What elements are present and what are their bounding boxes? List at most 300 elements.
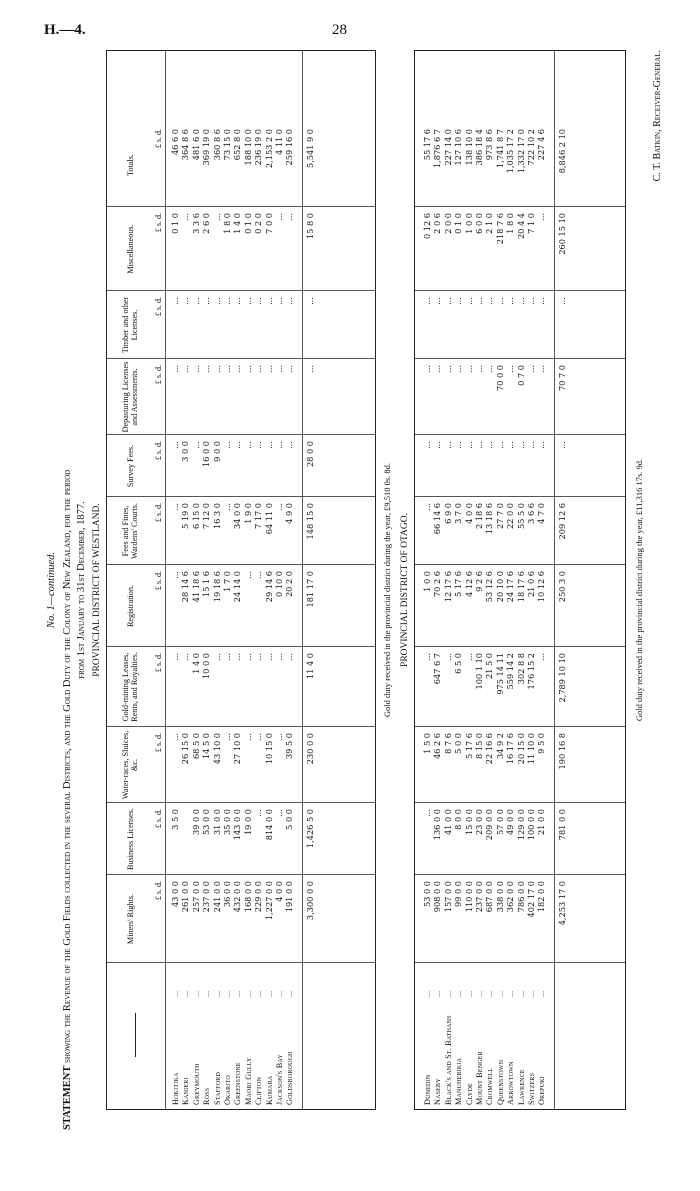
total-cell: 230 0 0 (304, 733, 315, 765)
leader-dots: ... (464, 990, 474, 997)
table-row (527, 49, 537, 1109)
table-cell: ... (484, 297, 495, 305)
table-cell: 34 9 2 (494, 733, 505, 760)
table-row (465, 49, 475, 1109)
table-cell: ... (536, 213, 547, 221)
column-header: Depasturing Licenses and Assessments. (121, 361, 139, 433)
table-cell: 129 0 0 (515, 809, 526, 841)
table-cell: 1 9 0 (242, 503, 253, 524)
column-header: Water-races, Sluices, &c. (121, 730, 139, 800)
table-row (265, 49, 275, 1109)
table-cell: 338 0 0 (494, 881, 505, 913)
table-cell: 0 1 0 (242, 213, 253, 234)
leader-dots: ... (527, 990, 536, 997)
table-cell: 0 1 0 (453, 213, 464, 234)
table-cell: ... (284, 365, 295, 373)
row-label: Naseby (433, 1078, 443, 1105)
table-cell: 23 0 0 (474, 809, 484, 836)
table-cell: 3 3 6 (190, 213, 201, 234)
table-cell: 7 17 0 (253, 503, 264, 530)
leader-dots: ... (181, 990, 191, 997)
leader-dots: ... (454, 990, 464, 997)
table-cell: ... (211, 213, 222, 221)
table-cell: ... (422, 653, 432, 661)
table-cell: 31 0 0 (211, 809, 222, 836)
table-cell: ... (253, 653, 264, 661)
table-cell: 1 8 0 (222, 213, 232, 234)
table-cell: ... (263, 653, 274, 661)
table-cell: 68 5 0 (190, 733, 201, 760)
table-row (244, 49, 254, 1109)
table-cell: 2 1 0 (484, 213, 495, 234)
table-cell: 1 5 0 (422, 733, 432, 754)
row-label: Hokitika (171, 1072, 180, 1105)
table-cell: ... (263, 365, 274, 373)
table-cell: 16 0 0 (201, 441, 212, 468)
table-cell: ... (253, 809, 264, 817)
table-cell: 36 0 0 (222, 881, 232, 908)
leader-dots: ... (516, 990, 526, 997)
table-cell: ... (242, 653, 253, 661)
unit-header: £ s. d. (154, 365, 163, 385)
row-label: Cromwell (485, 1067, 495, 1105)
table-cell: ... (474, 365, 484, 373)
table-cell: ... (536, 653, 547, 661)
table-cell: 10 0 0 (201, 653, 212, 680)
table-row (223, 49, 233, 1109)
statement-lead: STATEMENT (62, 1065, 73, 1130)
table-cell: 191 0 0 (284, 881, 295, 913)
table-cell: 2 18 6 (474, 503, 484, 530)
table-cell: ... (463, 297, 474, 305)
unit-header: £ s. d. (154, 297, 163, 317)
row-label: Stafford (212, 1071, 222, 1105)
column-header: Survey Fees. (125, 444, 135, 488)
table-cell: ... (211, 653, 222, 661)
table-cell: ... (422, 503, 432, 511)
row-label: Jackson's Bay (275, 1054, 284, 1105)
table-cell: ... (536, 441, 547, 449)
table-cell: 6 5 0 (453, 653, 464, 674)
table-cell: ... (515, 441, 526, 449)
table-cell: 39 5 0 (284, 733, 295, 760)
table-cell: 2 6 0 (201, 213, 212, 234)
table-cell: 22 0 0 (505, 503, 516, 530)
table-row (254, 49, 264, 1109)
table-cell: 237 0 0 (474, 881, 484, 913)
report-code: H.—4. (44, 22, 86, 38)
table-cell: 39 0 0 (190, 809, 201, 836)
table-cell: 19 18 6 (211, 571, 222, 603)
table-cell: ... (526, 297, 536, 305)
table-cell: 21 0 6 (526, 571, 536, 598)
table-cell: 19 0 0 (242, 809, 253, 836)
leader-dots: ... (212, 990, 222, 997)
table-row (433, 49, 443, 1109)
table-cell: 369 19 0 (201, 129, 212, 166)
table-cell: ... (232, 653, 243, 661)
table-cell: 10 15 0 (263, 733, 274, 765)
table-cell: ... (432, 365, 443, 373)
table-cell: 4 11 0 (274, 129, 284, 156)
table-cell: ... (263, 297, 274, 305)
page-number: 28 (332, 22, 347, 38)
total-cell: 209 12 6 (556, 503, 567, 540)
otago-table (414, 50, 626, 1110)
table-cell: ... (190, 297, 201, 305)
total-cell: 8,846 2 10 (556, 129, 567, 174)
table-cell: 652 8 0 (232, 129, 243, 161)
leader-dots: ... (191, 990, 201, 997)
table-cell: 4 12 6 (463, 571, 474, 598)
leader-dots: ... (171, 990, 180, 997)
westland-table (106, 50, 376, 1110)
table-cell: 55 17 6 (422, 129, 432, 161)
table-cell: 5 17 6 (463, 733, 474, 760)
table-cell: 9 2 6 (474, 571, 484, 592)
table-cell: 241 0 0 (211, 881, 222, 913)
table-cell: 0 1 0 (170, 213, 180, 234)
table-cell: ... (253, 441, 264, 449)
total-cell: 1,426 5 0 (304, 809, 315, 849)
table-cell: ... (180, 365, 191, 373)
table-cell: 73 15 0 (222, 129, 232, 161)
leader-dots: ... (275, 990, 284, 997)
table-cell: 237 0 0 (201, 881, 212, 913)
row-label: Clyde (464, 1083, 474, 1105)
table-cell: ... (170, 571, 180, 579)
header-rule (165, 51, 166, 1109)
table-cell: 360 8 6 (211, 129, 222, 161)
table-cell: 1 8 0 (505, 213, 516, 234)
table-cell: 136 0 0 (432, 809, 443, 841)
table-cell: 402 17 0 (526, 881, 536, 918)
table-cell: 110 0 0 (463, 881, 474, 913)
table-cell: ... (180, 213, 191, 221)
table-cell: ... (422, 809, 432, 817)
table-cell: 7 0 0 (263, 213, 274, 234)
table-cell: 16 3 0 (211, 503, 222, 530)
total-cell: ... (556, 297, 567, 305)
table-cell: 0 2 0 (253, 213, 264, 234)
table-cell: 64 11 0 (263, 503, 274, 535)
table-row (275, 49, 285, 1109)
statement-text: showing the Revenue of the Gold Fields collected in the several Districts, and the Gold Duty of the Colony of New Zealand, for the period (62, 469, 73, 1063)
table-cell: ... (505, 441, 516, 449)
leader-dots: ... (264, 990, 274, 997)
table-cell: ... (422, 441, 432, 449)
table-cell: 46 6 0 (170, 129, 180, 156)
total-cell: ... (304, 365, 315, 373)
table-cell: ... (474, 441, 484, 449)
leader-dots: ... (254, 990, 264, 997)
table-cell: 481 6 0 (190, 129, 201, 161)
table-cell: ... (170, 441, 180, 449)
table-cell: ... (180, 653, 191, 661)
table-cell: 227 4 6 (536, 129, 547, 161)
table-cell: 27 7 0 (494, 503, 505, 530)
leader-dots: ... (537, 990, 547, 997)
table-cell: ... (222, 365, 232, 373)
table-row (423, 49, 433, 1109)
table-cell: ... (515, 297, 526, 305)
row-label: Black's and St. Bathans (443, 1015, 453, 1105)
table-cell: 5 0 0 (453, 733, 464, 754)
unit-header: £ s. d. (154, 503, 163, 523)
table-cell: ... (505, 297, 516, 305)
table-cell: 1 4 0 (232, 213, 243, 234)
table-cell: 1,227 0 0 (263, 881, 274, 921)
row-label: Greymouth (191, 1063, 201, 1105)
table-cell: 15 0 0 (463, 809, 474, 836)
table-cell: ... (442, 297, 453, 305)
table-number: No. 1—continued. (46, 551, 57, 629)
column-header: Gold-mining Leases, Rents, and Royalties. (121, 652, 139, 722)
table-cell: 41 18 6 (190, 571, 201, 603)
table-cell: ... (474, 297, 484, 305)
table-cell: 99 0 0 (453, 881, 464, 908)
column-header: Timber and other Licenses. (121, 296, 139, 354)
table-cell: 168 0 0 (242, 881, 253, 913)
table-cell: ... (284, 213, 295, 221)
leader-dots: ... (485, 990, 495, 997)
row-label: Okarito (223, 1075, 232, 1105)
table-cell: 21 0 0 (536, 809, 547, 836)
row-label: Ross (202, 1087, 212, 1105)
rotated-table-sheet (40, 30, 680, 1150)
total-cell: 11 4 0 (304, 653, 315, 680)
table-row (202, 49, 212, 1109)
table-cell: 218 7 6 (494, 213, 505, 245)
table-cell: 236 19 0 (253, 129, 264, 166)
table-cell: ... (274, 733, 284, 741)
total-cell: 70 7 0 (556, 365, 567, 392)
table-cell: 24 14 0 (232, 571, 243, 603)
table-cell: ... (211, 365, 222, 373)
total-cell: 148 15 0 (304, 503, 315, 540)
table-cell: 53 0 0 (201, 809, 212, 836)
table-cell: 143 0 0 (232, 809, 243, 841)
table-cell: 127 10 6 (453, 129, 464, 166)
table-cell: 53 0 0 (422, 881, 432, 908)
table-cell: ... (274, 365, 284, 373)
table-cell: ... (453, 365, 464, 373)
table-cell: ... (232, 365, 243, 373)
table-cell: 647 6 7 (432, 653, 443, 685)
column-header: Miscellaneous. (125, 224, 135, 274)
table-cell: ... (274, 653, 284, 661)
table-cell: 138 10 0 (463, 129, 474, 166)
table-cell: ... (494, 441, 505, 449)
table-cell: 6 9 0 (442, 503, 453, 524)
totals-rule (554, 51, 555, 1109)
table-cell: 3 7 0 (453, 503, 464, 524)
table-cell: 1 0 0 (463, 213, 474, 234)
leader-dots: ... (506, 990, 516, 997)
table-cell: ... (442, 365, 453, 373)
table-cell: 12 17 6 (442, 571, 453, 603)
table-cell: ... (422, 297, 432, 305)
table-cell: 302 8 8 (515, 653, 526, 685)
table-cell: 908 0 0 (432, 881, 443, 913)
table-cell: ... (494, 297, 505, 305)
table-cell: 386 18 4 (474, 129, 484, 166)
table-cell: ... (453, 297, 464, 305)
table-cell: 7 1 0 (526, 213, 536, 234)
total-cell: 190 16 8 (556, 733, 567, 770)
table-cell: ... (180, 297, 191, 305)
table-cell: ... (442, 653, 453, 661)
table-cell: ... (526, 365, 536, 373)
unit-header: £ s. d. (154, 571, 163, 591)
table-cell: ... (253, 571, 264, 579)
table-cell: ... (453, 441, 464, 449)
table-cell: ... (536, 297, 547, 305)
otago-gold-duty-note: Gold duty received in the provincial district during the year, £11,316 17s. 9d. (634, 458, 644, 722)
table-cell: 182 0 0 (536, 881, 547, 913)
table-cell: ... (242, 297, 253, 305)
table-cell: ... (253, 365, 264, 373)
table-cell: ... (232, 441, 243, 449)
table-cell: 6 15 0 (190, 503, 201, 530)
unit-header: £ s. d. (154, 213, 163, 233)
table-cell: 176 15 2 (526, 653, 536, 690)
unit-header: £ s. d. (154, 441, 163, 461)
table-cell: 814 0 0 (263, 809, 274, 841)
table-cell: 973 8 6 (484, 129, 495, 161)
table-cell: 15 1 6 (201, 571, 212, 598)
unit-header: £ s. d. (154, 733, 163, 753)
table-cell: 6 0 0 (474, 213, 484, 234)
leader-dots: ... (495, 990, 505, 997)
table-cell: 35 0 0 (222, 809, 232, 836)
table-cell: 11 10 0 (526, 733, 536, 765)
table-cell: ... (274, 503, 284, 511)
unit-header: £ s. d. (154, 653, 163, 673)
total-cell: 781 0 0 (556, 809, 567, 841)
table-cell: 432 0 0 (232, 881, 243, 913)
table-row (213, 49, 223, 1109)
totals-rule (302, 51, 303, 1109)
total-cell: 250 3 0 (556, 571, 567, 603)
total-cell: 181 17 0 (304, 571, 315, 608)
table-cell: 722 10 2 (526, 129, 536, 166)
leader-dots: ... (223, 990, 232, 997)
column-header: Business Licenses. (125, 808, 135, 870)
table-cell: ... (222, 653, 232, 661)
totals-row (558, 49, 568, 1109)
row-label: Orepuki (537, 1076, 547, 1105)
heading-westland: PROVINCIAL DISTRICT OF WESTLAND. (92, 503, 102, 677)
table-cell: 227 14 0 (442, 129, 453, 166)
table-cell: 687 0 0 (484, 881, 495, 913)
table-cell: 18 17 6 (515, 571, 526, 603)
table-cell: ... (170, 297, 180, 305)
table-cell: ... (242, 571, 253, 579)
table-cell: 1 0 0 (422, 571, 432, 592)
table-cell: 0 7 0 (515, 365, 526, 386)
table-cell: 364 8 6 (180, 129, 191, 161)
table-cell: ... (484, 441, 495, 449)
table-cell: 188 10 0 (242, 129, 253, 166)
table-cell: 1,741 8 7 (494, 129, 505, 169)
total-cell: 15 8 0 (304, 213, 315, 240)
table-cell: ... (222, 733, 232, 741)
table-cell: 3 5 0 (170, 809, 180, 830)
table-cell: 100 1 10 (474, 653, 484, 690)
table-cell: 157 0 0 (442, 881, 453, 913)
table-cell: 20 2 0 (284, 571, 295, 598)
row-label: Lawrence (516, 1069, 526, 1105)
table-cell: 257 0 0 (190, 881, 201, 913)
table-cell: 34 0 0 (232, 503, 243, 530)
table-cell: ... (170, 653, 180, 661)
table-cell: 1 7 0 (222, 571, 232, 592)
table-cell: 29 14 6 (263, 571, 274, 603)
table-cell: 28 14 6 (180, 571, 191, 603)
row-label: Kanieri (181, 1077, 191, 1105)
table-cell: 7 12 0 (201, 503, 212, 530)
row-label: Dunedin (423, 1074, 432, 1105)
table-cell: ... (432, 441, 443, 449)
table-cell: 209 0 0 (484, 809, 495, 841)
table-cell: ... (211, 297, 222, 305)
row-label: Manuherikia (454, 1057, 464, 1105)
table-cell: ... (170, 733, 180, 741)
statement-title (62, 40, 73, 1130)
table-cell: ... (284, 297, 295, 305)
totals-row (306, 49, 316, 1109)
table-cell: ... (442, 441, 453, 449)
table-row (485, 49, 495, 1109)
table-cell: ... (274, 297, 284, 305)
table-cell: ... (422, 365, 432, 373)
table-cell: 21 5 0 (484, 653, 495, 680)
table-cell: 9 0 0 (211, 441, 222, 462)
table-cell: 5 17 6 (453, 571, 464, 598)
table-cell: 27 10 0 (232, 733, 243, 765)
table-cell: 261 0 0 (180, 881, 191, 913)
table-cell: 26 15 0 (180, 733, 191, 765)
table-cell: ... (242, 441, 253, 449)
table-cell: 229 0 0 (253, 881, 264, 913)
heading-otago: PROVINCIAL DISTRICT OF OTAGO. (400, 513, 410, 667)
table-cell: 1,876 6 7 (432, 129, 443, 169)
table-cell: 24 17 6 (505, 571, 516, 603)
table-row (233, 49, 243, 1109)
table-cell: ... (505, 365, 516, 373)
leader-dots: ... (443, 990, 453, 997)
leader-dots: ... (433, 990, 443, 997)
total-cell: ... (304, 297, 315, 305)
table-cell: 4 9 0 (284, 503, 295, 524)
table-row (454, 49, 464, 1109)
row-label: Maori Gully (243, 1057, 253, 1105)
table-cell: 2 0 6 (432, 213, 443, 234)
table-cell: 5 0 0 (284, 809, 295, 830)
table-cell: 559 14 2 (505, 653, 516, 690)
table-cell: 8 0 0 (453, 809, 464, 830)
table-row (517, 49, 527, 1109)
leader-dots: ... (475, 990, 484, 997)
table-row (285, 49, 295, 1109)
table-cell: 1,035 17 2 (505, 129, 516, 174)
table-row (171, 49, 181, 1109)
column-header: Totals. (125, 154, 135, 176)
table-cell: ... (284, 441, 295, 449)
table-cell: 55 5 0 (515, 503, 526, 530)
row-label: Clifton (254, 1076, 264, 1105)
